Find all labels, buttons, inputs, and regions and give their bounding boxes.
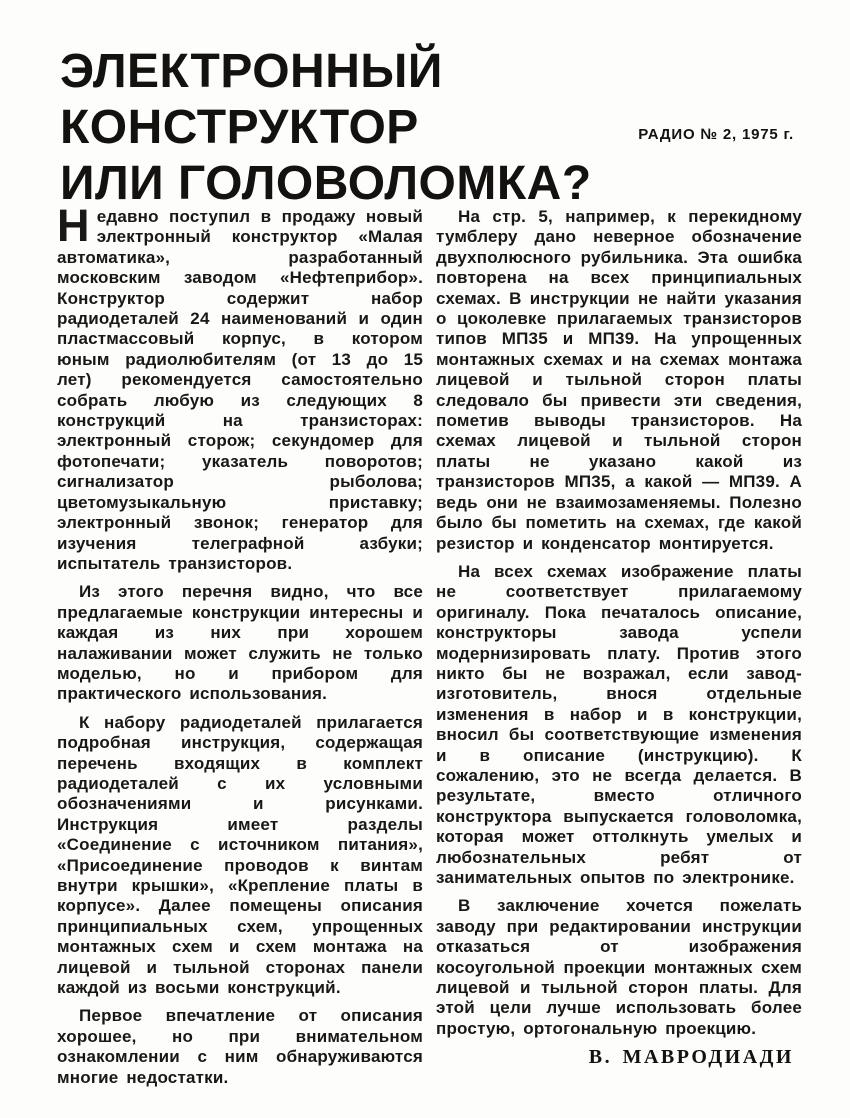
paragraph: Первое впечатление от описания хорошее, но при внимательном ознакомлении с ним обнаруживаются многие недостатки. xyxy=(57,1006,423,1087)
left-column xyxy=(57,200,423,1096)
issue-label: РАДИО № 2, 1975 г. xyxy=(638,126,794,143)
paragraph: На стр. 5, например, к перекидному тумблеру дано неверное обозначение двухполюсного рубильника. Эта ошибка повторена на всех принципиальных схемах. В инструкции не найти указания о цоколевке прилагаемых транзисторов типов МП35 и МП39. На упрощенных монтажных схемах и на схемах монтажа лицевой и тыльной сторон платы следовало бы привести эти сведения, пометив выводы транзисторов. На схемах лицевой и тыльной сторон платы не указано какой из транзисторов МП35, а какой — МП39. А ведь они не взаимозаменяемы. Полезно было бы пометить на схемах, где какой резистор и конденсатор монтируется. xyxy=(436,207,802,553)
paragraph-text: едавно поступил в продажу новый электронный конструктор «Малая автоматика», разработанный московским заводом «Нефтеприбор». Конструктор содержит набор радиодеталей 24 наименований и один пластмассовый корпус, в котором юным радиолюбителям (от 13 до 15 лет) рекомендуется самостоятельно собрать любую из следующих 8 конструкций на транзисторах: электронный сторож; секундомер для фотопечати; указатель поворотов; сигнализатор рыболова; цветомузыкальную приставку; электронный звонок; генератор для изучения телеграфной азбуки; испытатель транзисторов. xyxy=(57,207,423,573)
article-title xyxy=(60,44,592,212)
article-title-line-1: ЭЛЕКТРОННЫЙ xyxy=(60,45,443,98)
article-body xyxy=(57,200,802,1096)
paragraph: Из этого перечня видно, что все предлагаемые конструкции интересны и каждая из них при хорошем налаживании может служить не только моделью, но и прибором для практического использования. xyxy=(57,582,423,704)
dropcap-letter: Н xyxy=(57,200,90,251)
author-byline: В. МАВРОДИАДИ xyxy=(588,1046,794,1069)
paragraph xyxy=(57,200,423,574)
paragraph: На всех схемах изображение платы не соответствует прилагаемому оригиналу. Пока печаталось описание, конструкторы завода успели модернизировать плату. Против этого никто бы не возражал, если завод-изготовитель, внося отдельные изменения в набор и в конструкции, вносил бы соответствующие изменения и в описание (инструкцию). К сожалению, это не всегда делается. В результате, вместо отличного конструктора выпускается головоломка, которая может оттолкнуть умелых и любознательных ребят от занимательных опытов по электронике. xyxy=(436,561,802,887)
article-title-line-3: ИЛИ ГОЛОВОЛОМКА? xyxy=(60,157,592,210)
article-title-line-2: КОНСТРУКТОР xyxy=(60,101,419,154)
right-column xyxy=(436,207,802,1096)
paragraph: В заключение хочется пожелать заводу при редактировании инструкции отказаться от изображения косоугольной проекции монтажных схем лицевой и тыльной сторон платы. Для этой цели лучше использовать более простую, ортогональную проекцию. xyxy=(436,896,802,1038)
paragraph: К набору радиодеталей прилагается подробная инструкция, содержащая перечень входящих в комплект радиодеталей с их условными обозначениями и рисунками. Инструкция имеет разделы «Соединение с источником питания», «Присоединение проводов к винтам внутри крышки», «Крепление платы в корпусе». Далее помещены описания принципиальных схем, упрощенных монтажных схем и схем монтажа на лицевой и тыльной сторонах панели каждой из восьми конструкций. xyxy=(57,712,423,998)
